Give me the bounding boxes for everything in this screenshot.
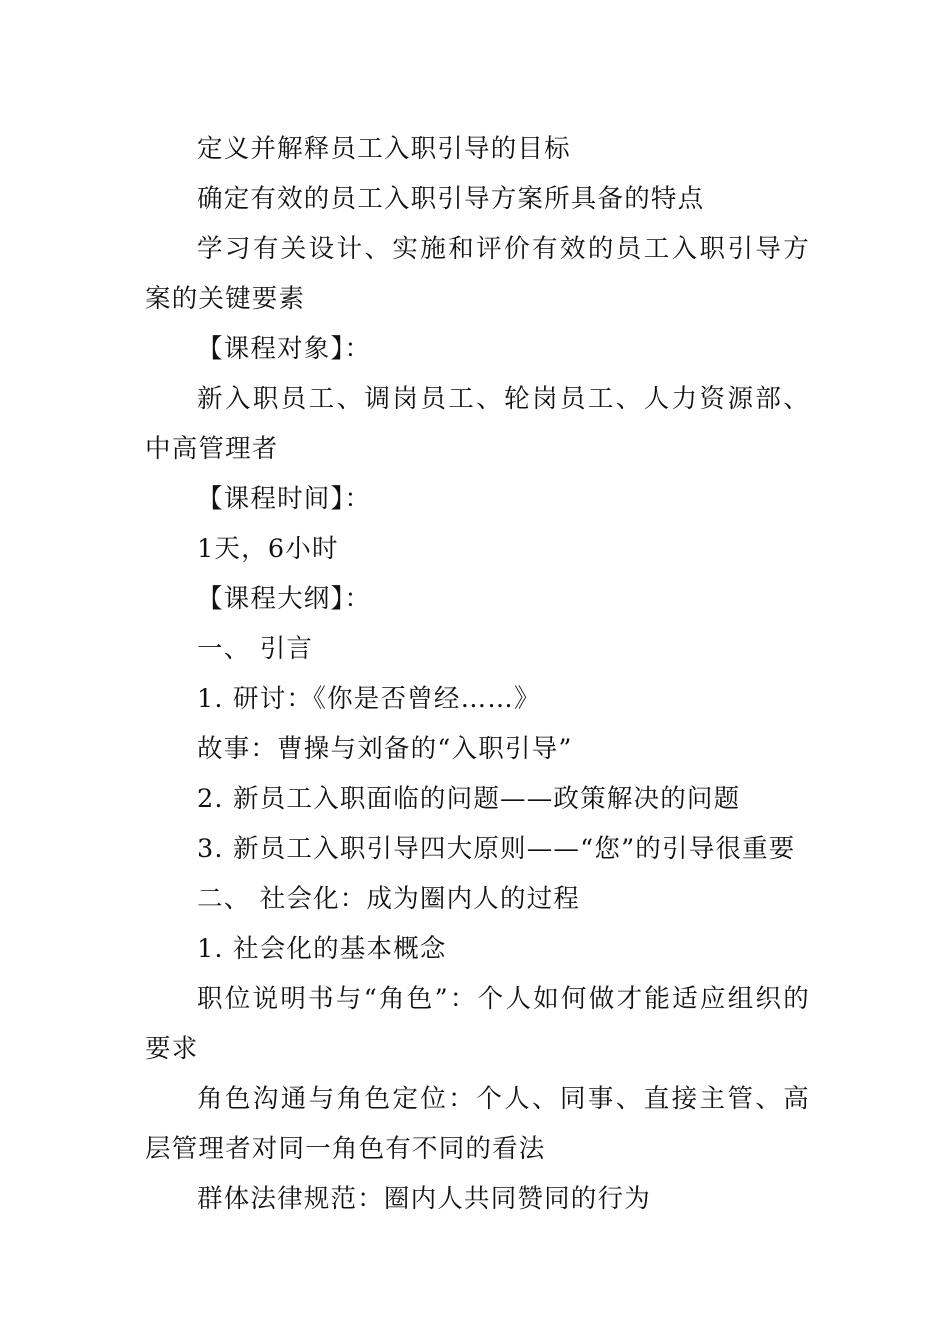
paragraph-objective-define: 定义并解释员工入职引导的目标 <box>197 134 571 164</box>
outline-story: 故事：曹操与刘备的“入职引导” <box>197 734 573 764</box>
heading-course-time: 【课程时间】： <box>197 484 372 514</box>
paragraph-objective-elements: 学习有关设计、实施和评价有效的员工入职引导方案的关键要素 <box>145 234 810 314</box>
heading-course-audience: 【课程对象】： <box>197 334 372 364</box>
outline-section-2: 二、 社会化：成为圈内人的过程 <box>197 884 581 914</box>
heading-course-outline: 【课程大纲】： <box>197 584 372 614</box>
paragraph-objective-features: 确定有效的员工入职引导方案所具备的特点 <box>197 184 705 214</box>
outline-item-1-2: 2. 新员工入职面临的问题——政策解决的问题 <box>197 784 741 814</box>
document-body <box>145 124 810 1224</box>
paragraph-role-description: 职位说明书与“角色”：个人如何做才能适应组织的要求 <box>145 984 810 1064</box>
outline-item-2-1: 1. 社会化的基本概念 <box>197 934 447 964</box>
paragraph-course-time: 1天，6小时 <box>197 534 339 564</box>
paragraph-group-norms: 群体法律规范：圈内人共同赞同的行为 <box>197 1184 651 1214</box>
outline-section-1: 一、 引言 <box>197 634 314 664</box>
paragraph-course-audience: 新入职员工、调岗员工、轮岗员工、人力资源部、中高管理者 <box>145 384 810 464</box>
paragraph-role-communication: 角色沟通与角色定位：个人、同事、直接主管、高层管理者对同一角色有不同的看法 <box>145 1084 810 1164</box>
outline-item-1-3: 3. 新员工入职引导四大原则——“您”的引导很重要 <box>197 834 796 864</box>
outline-item-1-1: 1. 研讨：《你是否曾经……》 <box>197 684 541 714</box>
